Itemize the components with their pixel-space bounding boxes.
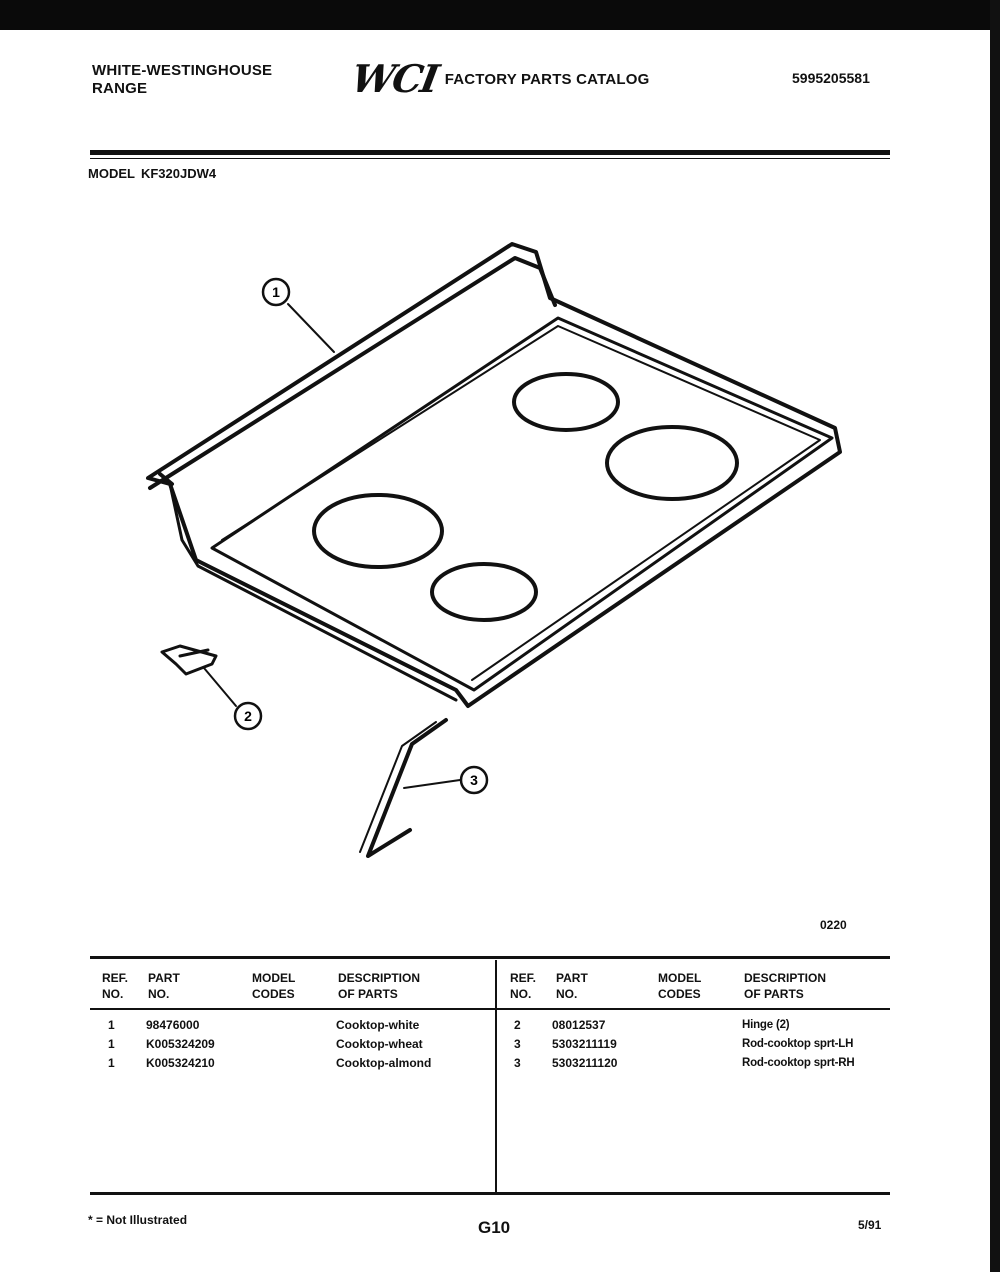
header-codes-line2: CODES xyxy=(658,987,701,1001)
callout-label-2: 2 xyxy=(244,708,252,724)
header-part-no-right xyxy=(556,970,588,1002)
table-row-desc: Cooktop-white xyxy=(336,1018,420,1032)
header-desc-line2: OF PARTS xyxy=(338,987,398,1001)
table-row-desc: Hinge (2) xyxy=(742,1019,790,1031)
table-row-part: K005324209 xyxy=(146,1037,215,1051)
header-part-line2: NO. xyxy=(556,987,578,1001)
header-codes-line1: MODEL xyxy=(252,971,296,985)
leader-line-3 xyxy=(404,780,460,788)
header-ref-line2: NO. xyxy=(102,987,124,1001)
model-number: KF320JDW4 xyxy=(140,166,217,181)
table-row-part: K005324210 xyxy=(146,1056,215,1070)
table-top-rule xyxy=(90,956,890,959)
left-part-column xyxy=(146,1016,215,1073)
callout-label-1: 1 xyxy=(272,284,280,300)
right-part-column xyxy=(552,1016,617,1073)
brand-name: WHITE-WESTINGHOUSE xyxy=(92,62,273,79)
header-model-codes-left xyxy=(252,970,295,1002)
left-ref-column xyxy=(108,1016,115,1073)
header-part-no-left xyxy=(148,970,180,1002)
right-ref-column xyxy=(514,1016,521,1073)
not-illustrated-note: * = Not Illustrated xyxy=(88,1213,188,1227)
header-ref-line1: REF. xyxy=(510,971,537,985)
header-model-codes-right xyxy=(658,970,701,1002)
header-part-line1: PART xyxy=(556,971,588,985)
header-desc-line2: OF PARTS xyxy=(744,987,804,1001)
table-row-part: 5303211119 xyxy=(552,1037,617,1051)
table-row-part: 08012537 xyxy=(552,1018,606,1032)
table-row-desc: Rod-cooktop sprt-LH xyxy=(742,1038,854,1050)
burner-opening-rear-left xyxy=(514,374,618,430)
header-codes-line2: CODES xyxy=(252,987,295,1001)
model-label: MODEL xyxy=(88,166,135,181)
table-row-ref: 1 xyxy=(108,1056,115,1070)
table-header-rule xyxy=(90,1008,890,1010)
table-center-divider xyxy=(495,960,497,1192)
table-bottom-rule xyxy=(90,1192,890,1195)
catalog-number: 5995205581 xyxy=(792,70,870,86)
header-desc-line1: DESCRIPTION xyxy=(744,971,827,985)
table-row-ref: 1 xyxy=(108,1018,115,1032)
product-type: RANGE xyxy=(92,80,148,97)
burner-opening-rear-right xyxy=(607,427,737,499)
catalog-title: FACTORY PARTS CATALOG xyxy=(444,70,650,88)
burner-opening-front-left xyxy=(314,495,442,567)
leader-line-1 xyxy=(288,304,334,352)
wci-logo: WCI xyxy=(348,56,441,101)
table-row-desc: Cooktop-wheat xyxy=(336,1037,423,1051)
table-row-ref: 3 xyxy=(514,1056,521,1070)
header-codes-line1: MODEL xyxy=(658,971,702,985)
header-description-left xyxy=(338,970,420,1002)
table-row-ref: 2 xyxy=(514,1018,521,1032)
callout-label-3: 3 xyxy=(470,772,478,788)
table-row-desc: Rod-cooktop sprt-RH xyxy=(742,1057,855,1069)
support-rod-edge xyxy=(360,722,436,852)
table-row-desc: Cooktop-almond xyxy=(336,1056,432,1070)
table-row-part: 5303211120 xyxy=(552,1056,618,1070)
table-row-part: 98476000 xyxy=(146,1018,200,1032)
page-number: G10 xyxy=(478,1218,511,1237)
table-row-ref: 3 xyxy=(514,1037,521,1051)
cooktop-inner-edge xyxy=(212,318,832,690)
left-desc-column xyxy=(336,1016,431,1073)
cooktop-outline xyxy=(148,244,840,706)
revision-date: 5/91 xyxy=(858,1218,882,1232)
right-desc-column xyxy=(742,1016,854,1073)
header-part-line2: NO. xyxy=(148,987,170,1001)
header-ref-line2: NO. xyxy=(510,987,532,1001)
header-ref-no-left xyxy=(102,970,128,1002)
header-desc-line1: DESCRIPTION xyxy=(338,971,421,985)
figure-code: 0220 xyxy=(820,918,847,932)
header-ref-no-right xyxy=(510,970,536,1002)
table-row-ref: 1 xyxy=(108,1037,115,1051)
header-ref-line1: REF. xyxy=(102,971,129,985)
header-part-line1: PART xyxy=(148,971,180,985)
header-description-right xyxy=(744,970,826,1002)
leader-line-2 xyxy=(204,668,236,706)
burner-opening-front-right xyxy=(432,564,536,620)
